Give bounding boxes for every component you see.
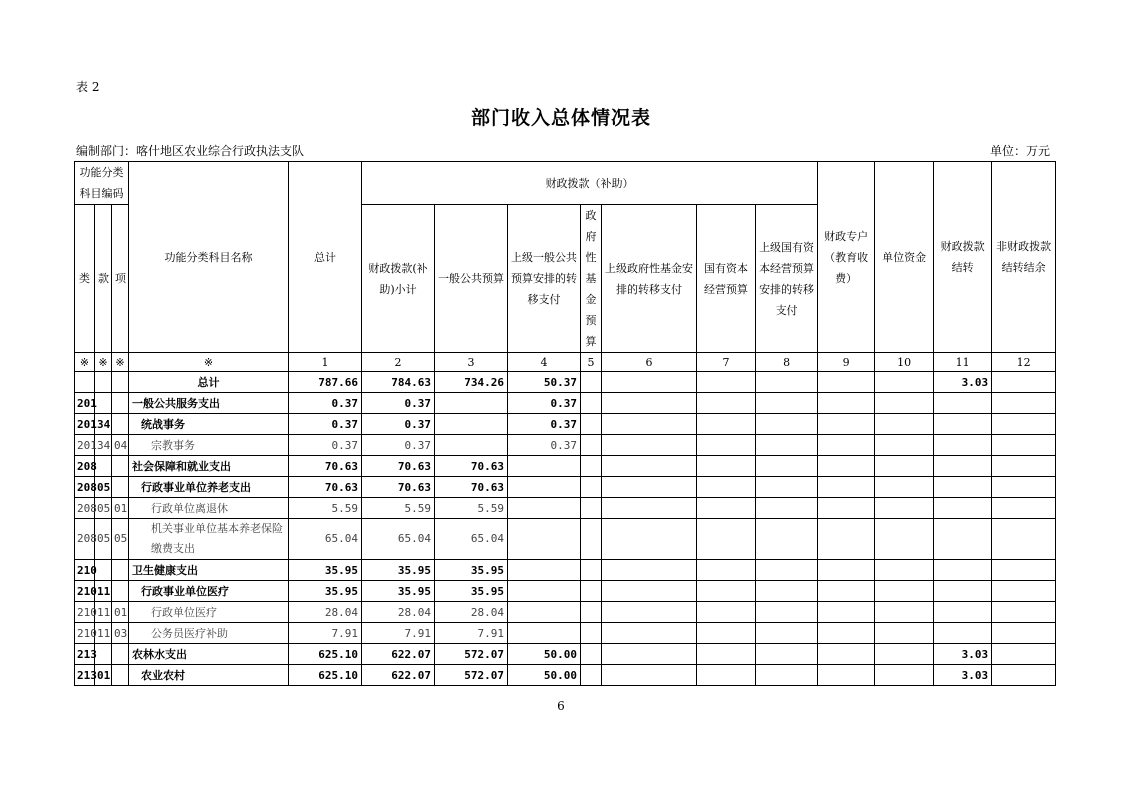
table-label: 表 2 bbox=[76, 80, 100, 94]
fiscal-subtotal-cell: 5.59 bbox=[362, 498, 435, 519]
carryover-cell: 3.03 bbox=[934, 372, 992, 393]
general-budget-cell: 572.07 bbox=[435, 644, 508, 665]
lei-cell: 210 bbox=[75, 581, 95, 602]
total-cell: 7.91 bbox=[289, 623, 362, 644]
subject-name-cell: 卫生健康支出 bbox=[129, 560, 289, 581]
subject-name-cell: 统战事务 bbox=[129, 414, 289, 435]
table-row bbox=[75, 498, 1056, 519]
subject-name-cell: 行政单位医疗 bbox=[129, 602, 289, 623]
table-row bbox=[75, 665, 1056, 686]
lei-cell bbox=[75, 372, 95, 393]
subject-name-cell: 社会保障和就业支出 bbox=[129, 456, 289, 477]
kuan-cell bbox=[95, 560, 112, 581]
carryover-cell bbox=[934, 581, 992, 602]
upper-fund-transfer-cell bbox=[602, 414, 697, 435]
kuan-cell: 05 bbox=[95, 498, 112, 519]
gov-fund-cell bbox=[581, 372, 602, 393]
general-budget-cell: 7.91 bbox=[435, 623, 508, 644]
kuan-cell bbox=[95, 393, 112, 414]
department-label: 编制部门：喀什地区农业综合行政执法支队 bbox=[76, 144, 305, 158]
header-row-1 bbox=[75, 162, 1056, 205]
upper-transfer-cell bbox=[508, 623, 581, 644]
gov-fund-cell bbox=[581, 519, 602, 560]
state-capital-cell bbox=[697, 435, 756, 456]
upper-transfer-cell: 0.37 bbox=[508, 393, 581, 414]
state-capital-cell bbox=[697, 498, 756, 519]
state-capital-cell bbox=[697, 623, 756, 644]
carryover-cell: 3.03 bbox=[934, 644, 992, 665]
col3-header: 一般公共预算 bbox=[435, 205, 508, 353]
edu-fee-cell bbox=[818, 644, 875, 665]
kuan-cell: 01 bbox=[95, 665, 112, 686]
subject-name-cell: 农林水支出 bbox=[129, 644, 289, 665]
total-header: 总计 bbox=[289, 162, 362, 353]
general-budget-cell bbox=[435, 393, 508, 414]
edu-fee-cell bbox=[818, 393, 875, 414]
gov-fund-cell bbox=[581, 560, 602, 581]
index-cell: 5 bbox=[581, 353, 602, 372]
carryover-cell bbox=[934, 560, 992, 581]
income-table bbox=[74, 161, 1056, 686]
upper-capital-transfer-cell bbox=[756, 665, 818, 686]
upper-transfer-cell bbox=[508, 560, 581, 581]
total-cell: 70.63 bbox=[289, 477, 362, 498]
page-number: 6 bbox=[557, 699, 565, 713]
upper-fund-transfer-cell bbox=[602, 477, 697, 498]
unit-fund-cell bbox=[875, 623, 934, 644]
unit-fund-cell bbox=[875, 372, 934, 393]
general-budget-cell bbox=[435, 435, 508, 456]
upper-transfer-cell bbox=[508, 602, 581, 623]
unit-label: 单位：万元 bbox=[989, 144, 1050, 158]
upper-capital-transfer-cell bbox=[756, 393, 818, 414]
state-capital-cell bbox=[697, 581, 756, 602]
index-cell: 12 bbox=[992, 353, 1056, 372]
non-fiscal-carryover-cell bbox=[992, 519, 1056, 560]
col4-header: 上级一般公共预算安排的转移支付 bbox=[508, 205, 581, 353]
fiscal-subtotal-cell: 0.37 bbox=[362, 393, 435, 414]
xiang-cell: 01 bbox=[112, 602, 129, 623]
subject-name-cell: 总计 bbox=[129, 372, 289, 393]
upper-transfer-cell bbox=[508, 581, 581, 602]
upper-fund-transfer-cell bbox=[602, 644, 697, 665]
index-cell: 6 bbox=[602, 353, 697, 372]
kuan-cell: 05 bbox=[95, 519, 112, 560]
general-budget-cell: 70.63 bbox=[435, 477, 508, 498]
subject-name-cell: 宗教事务 bbox=[129, 435, 289, 456]
unit-fund-cell bbox=[875, 519, 934, 560]
index-cell: 8 bbox=[756, 353, 818, 372]
unit-fund-cell bbox=[875, 581, 934, 602]
xiang-cell: 04 bbox=[112, 435, 129, 456]
subject-name-cell: 农业农村 bbox=[129, 665, 289, 686]
index-cell: ※ bbox=[112, 353, 129, 372]
unit-fund-cell bbox=[875, 456, 934, 477]
unit-fund-cell bbox=[875, 477, 934, 498]
table-row bbox=[75, 581, 1056, 602]
fiscal-subtotal-cell: 0.37 bbox=[362, 435, 435, 456]
upper-fund-transfer-cell bbox=[602, 581, 697, 602]
non-fiscal-carryover-cell bbox=[992, 414, 1056, 435]
non-fiscal-carryover-cell bbox=[992, 498, 1056, 519]
upper-transfer-cell bbox=[508, 456, 581, 477]
total-cell: 0.37 bbox=[289, 435, 362, 456]
gov-fund-cell bbox=[581, 393, 602, 414]
kuan-cell: 34 bbox=[95, 435, 112, 456]
subject-name-cell: 行政事业单位养老支出 bbox=[129, 477, 289, 498]
state-capital-cell bbox=[697, 372, 756, 393]
kuan-cell: 05 bbox=[95, 477, 112, 498]
table-row bbox=[75, 519, 1056, 560]
index-cell: 7 bbox=[697, 353, 756, 372]
unit-fund-cell bbox=[875, 665, 934, 686]
table-row bbox=[75, 372, 1056, 393]
unit-fund-cell bbox=[875, 644, 934, 665]
unit-fund-cell bbox=[875, 602, 934, 623]
col9-header: 财政专户（教育收费） bbox=[818, 162, 875, 353]
total-cell: 625.10 bbox=[289, 665, 362, 686]
index-cell: 3 bbox=[435, 353, 508, 372]
kuan-cell: 11 bbox=[95, 602, 112, 623]
upper-fund-transfer-cell bbox=[602, 372, 697, 393]
fiscal-subtotal-cell: 622.07 bbox=[362, 665, 435, 686]
gov-fund-cell bbox=[581, 665, 602, 686]
upper-capital-transfer-cell bbox=[756, 414, 818, 435]
lei-cell: 208 bbox=[75, 456, 95, 477]
table-row bbox=[75, 602, 1056, 623]
edu-fee-cell bbox=[818, 498, 875, 519]
non-fiscal-carryover-cell bbox=[992, 456, 1056, 477]
fiscal-subtotal-cell: 70.63 bbox=[362, 456, 435, 477]
upper-capital-transfer-cell bbox=[756, 498, 818, 519]
kuan-cell bbox=[95, 644, 112, 665]
index-row bbox=[75, 353, 1056, 372]
edu-fee-cell bbox=[818, 435, 875, 456]
xiang-cell bbox=[112, 372, 129, 393]
general-budget-cell: 65.04 bbox=[435, 519, 508, 560]
carryover-cell bbox=[934, 456, 992, 477]
table-row bbox=[75, 456, 1056, 477]
total-cell: 35.95 bbox=[289, 560, 362, 581]
upper-fund-transfer-cell bbox=[602, 665, 697, 686]
lei-cell: 201 bbox=[75, 393, 95, 414]
carryover-cell bbox=[934, 519, 992, 560]
xiang-cell: 01 bbox=[112, 498, 129, 519]
upper-capital-transfer-cell bbox=[756, 435, 818, 456]
total-cell: 35.95 bbox=[289, 581, 362, 602]
gov-fund-cell bbox=[581, 644, 602, 665]
total-cell: 65.04 bbox=[289, 519, 362, 560]
non-fiscal-carryover-cell bbox=[992, 644, 1056, 665]
total-cell: 0.37 bbox=[289, 393, 362, 414]
table-row bbox=[75, 560, 1056, 581]
upper-fund-transfer-cell bbox=[602, 560, 697, 581]
subject-name-cell: 行政单位离退休 bbox=[129, 498, 289, 519]
col11-header: 财政拨款结转 bbox=[934, 162, 992, 353]
kuan-cell bbox=[95, 372, 112, 393]
index-cell: 1 bbox=[289, 353, 362, 372]
upper-capital-transfer-cell bbox=[756, 477, 818, 498]
upper-transfer-cell: 50.00 bbox=[508, 665, 581, 686]
lei-cell: 210 bbox=[75, 602, 95, 623]
col5-header: 政府性基金预算 bbox=[581, 205, 602, 353]
table-row bbox=[75, 477, 1056, 498]
gov-fund-cell bbox=[581, 498, 602, 519]
edu-fee-cell bbox=[818, 414, 875, 435]
upper-fund-transfer-cell bbox=[602, 602, 697, 623]
non-fiscal-carryover-cell bbox=[992, 435, 1056, 456]
upper-fund-transfer-cell bbox=[602, 519, 697, 560]
general-budget-cell: 572.07 bbox=[435, 665, 508, 686]
non-fiscal-carryover-cell bbox=[992, 560, 1056, 581]
non-fiscal-carryover-cell bbox=[992, 372, 1056, 393]
fiscal-subtotal-cell: 65.04 bbox=[362, 519, 435, 560]
unit-fund-cell bbox=[875, 498, 934, 519]
upper-fund-transfer-cell bbox=[602, 623, 697, 644]
kuan-cell: 34 bbox=[95, 414, 112, 435]
carryover-cell bbox=[934, 623, 992, 644]
carryover-cell bbox=[934, 393, 992, 414]
gov-fund-cell bbox=[581, 414, 602, 435]
state-capital-cell bbox=[697, 456, 756, 477]
xiang-cell bbox=[112, 393, 129, 414]
total-cell: 787.66 bbox=[289, 372, 362, 393]
fiscal-subtotal-cell: 0.37 bbox=[362, 414, 435, 435]
non-fiscal-carryover-cell bbox=[992, 393, 1056, 414]
non-fiscal-carryover-cell bbox=[992, 581, 1056, 602]
edu-fee-cell bbox=[818, 372, 875, 393]
lei-cell: 208 bbox=[75, 477, 95, 498]
total-cell: 625.10 bbox=[289, 644, 362, 665]
kuan-header: 款 bbox=[95, 205, 112, 353]
subject-name-cell: 一般公共服务支出 bbox=[129, 393, 289, 414]
index-cell: ※ bbox=[75, 353, 95, 372]
index-cell: 9 bbox=[818, 353, 875, 372]
unit-fund-cell bbox=[875, 393, 934, 414]
gov-fund-cell bbox=[581, 435, 602, 456]
non-fiscal-carryover-cell bbox=[992, 602, 1056, 623]
state-capital-cell bbox=[697, 414, 756, 435]
fiscal-subtotal-cell: 784.63 bbox=[362, 372, 435, 393]
lei-header: 类 bbox=[75, 205, 95, 353]
col12-header: 非财政拨款结转结余 bbox=[992, 162, 1056, 353]
general-budget-cell: 734.26 bbox=[435, 372, 508, 393]
upper-capital-transfer-cell bbox=[756, 519, 818, 560]
col7-header: 国有资本经营预算 bbox=[697, 205, 756, 353]
col6-header: 上级政府性基金安排的转移支付 bbox=[602, 205, 697, 353]
state-capital-cell bbox=[697, 602, 756, 623]
index-cell: 11 bbox=[934, 353, 992, 372]
edu-fee-cell bbox=[818, 519, 875, 560]
upper-fund-transfer-cell bbox=[602, 435, 697, 456]
kuan-cell: 11 bbox=[95, 581, 112, 602]
subject-name-cell: 机关事业单位基本养老保险缴费支出 bbox=[129, 519, 289, 560]
lei-cell: 213 bbox=[75, 644, 95, 665]
lei-cell: 208 bbox=[75, 498, 95, 519]
general-budget-cell: 35.95 bbox=[435, 581, 508, 602]
gov-fund-cell bbox=[581, 581, 602, 602]
edu-fee-cell bbox=[818, 602, 875, 623]
subject-name-cell: 行政事业单位医疗 bbox=[129, 581, 289, 602]
index-cell: 4 bbox=[508, 353, 581, 372]
edu-fee-cell bbox=[818, 560, 875, 581]
fiscal-subtotal-cell: 70.63 bbox=[362, 477, 435, 498]
non-fiscal-carryover-cell bbox=[992, 623, 1056, 644]
unit-fund-cell bbox=[875, 414, 934, 435]
kuan-cell bbox=[95, 456, 112, 477]
total-cell: 0.37 bbox=[289, 414, 362, 435]
upper-transfer-cell bbox=[508, 498, 581, 519]
upper-transfer-cell bbox=[508, 477, 581, 498]
fiscal-subtotal-cell: 35.95 bbox=[362, 581, 435, 602]
fiscal-subtotal-cell: 622.07 bbox=[362, 644, 435, 665]
upper-transfer-cell bbox=[508, 519, 581, 560]
gov-fund-cell bbox=[581, 602, 602, 623]
edu-fee-cell bbox=[818, 477, 875, 498]
upper-capital-transfer-cell bbox=[756, 644, 818, 665]
unit-fund-cell bbox=[875, 435, 934, 456]
table-row bbox=[75, 414, 1056, 435]
table-row bbox=[75, 393, 1056, 414]
col10-header: 单位资金 bbox=[875, 162, 934, 353]
gov-fund-cell bbox=[581, 477, 602, 498]
non-fiscal-carryover-cell bbox=[992, 477, 1056, 498]
upper-fund-transfer-cell bbox=[602, 498, 697, 519]
lei-cell: 201 bbox=[75, 435, 95, 456]
edu-fee-cell bbox=[818, 456, 875, 477]
lei-cell: 210 bbox=[75, 623, 95, 644]
upper-transfer-cell: 50.37 bbox=[508, 372, 581, 393]
xiang-cell bbox=[112, 581, 129, 602]
index-cell: ※ bbox=[129, 353, 289, 372]
edu-fee-cell bbox=[818, 623, 875, 644]
col2-header: 财政拨款(补助)小计 bbox=[362, 205, 435, 353]
index-cell: 10 bbox=[875, 353, 934, 372]
upper-transfer-cell: 50.00 bbox=[508, 644, 581, 665]
carryover-cell: 3.03 bbox=[934, 665, 992, 686]
edu-fee-cell bbox=[818, 665, 875, 686]
state-capital-cell bbox=[697, 477, 756, 498]
state-capital-cell bbox=[697, 560, 756, 581]
page-title: 部门收入总体情况表 bbox=[470, 107, 651, 129]
xiang-cell bbox=[112, 414, 129, 435]
index-cell: ※ bbox=[95, 353, 112, 372]
lei-cell: 210 bbox=[75, 560, 95, 581]
upper-capital-transfer-cell bbox=[756, 456, 818, 477]
edu-fee-cell bbox=[818, 581, 875, 602]
kuan-cell: 11 bbox=[95, 623, 112, 644]
lei-cell: 208 bbox=[75, 519, 95, 560]
state-capital-cell bbox=[697, 644, 756, 665]
name-header: 功能分类科目名称 bbox=[129, 162, 289, 353]
carryover-cell bbox=[934, 477, 992, 498]
carryover-cell bbox=[934, 498, 992, 519]
xiang-cell bbox=[112, 644, 129, 665]
state-capital-cell bbox=[697, 393, 756, 414]
unit-fund-cell bbox=[875, 560, 934, 581]
state-capital-cell bbox=[697, 519, 756, 560]
upper-capital-transfer-cell bbox=[756, 602, 818, 623]
lei-cell: 201 bbox=[75, 414, 95, 435]
upper-fund-transfer-cell bbox=[602, 393, 697, 414]
gov-fund-cell bbox=[581, 456, 602, 477]
fiscal-group-header: 财政拨款（补助） bbox=[362, 162, 818, 205]
carryover-cell bbox=[934, 435, 992, 456]
xiang-cell bbox=[112, 560, 129, 581]
total-cell: 5.59 bbox=[289, 498, 362, 519]
upper-fund-transfer-cell bbox=[602, 456, 697, 477]
upper-transfer-cell: 0.37 bbox=[508, 414, 581, 435]
col8-header: 上级国有资本经营预算安排的转移支付 bbox=[756, 205, 818, 353]
subject-name-cell: 公务员医疗补助 bbox=[129, 623, 289, 644]
xiang-cell bbox=[112, 477, 129, 498]
total-cell: 28.04 bbox=[289, 602, 362, 623]
lei-cell: 213 bbox=[75, 665, 95, 686]
carryover-cell bbox=[934, 414, 992, 435]
code-group-header: 功能分类科目编码 bbox=[75, 162, 129, 205]
xiang-cell: 05 bbox=[112, 519, 129, 560]
upper-capital-transfer-cell bbox=[756, 372, 818, 393]
total-cell: 70.63 bbox=[289, 456, 362, 477]
fiscal-subtotal-cell: 35.95 bbox=[362, 560, 435, 581]
table-row bbox=[75, 435, 1056, 456]
upper-capital-transfer-cell bbox=[756, 581, 818, 602]
upper-capital-transfer-cell bbox=[756, 623, 818, 644]
upper-capital-transfer-cell bbox=[756, 560, 818, 581]
upper-transfer-cell: 0.37 bbox=[508, 435, 581, 456]
xiang-header: 项 bbox=[112, 205, 129, 353]
general-budget-cell: 5.59 bbox=[435, 498, 508, 519]
general-budget-cell: 70.63 bbox=[435, 456, 508, 477]
general-budget-cell: 28.04 bbox=[435, 602, 508, 623]
table-row bbox=[75, 644, 1056, 665]
xiang-cell: 03 bbox=[112, 623, 129, 644]
fiscal-subtotal-cell: 7.91 bbox=[362, 623, 435, 644]
xiang-cell bbox=[112, 665, 129, 686]
fiscal-subtotal-cell: 28.04 bbox=[362, 602, 435, 623]
non-fiscal-carryover-cell bbox=[992, 665, 1056, 686]
index-cell: 2 bbox=[362, 353, 435, 372]
general-budget-cell bbox=[435, 414, 508, 435]
table-row bbox=[75, 623, 1056, 644]
xiang-cell bbox=[112, 456, 129, 477]
general-budget-cell: 35.95 bbox=[435, 560, 508, 581]
carryover-cell bbox=[934, 602, 992, 623]
state-capital-cell bbox=[697, 665, 756, 686]
gov-fund-cell bbox=[581, 623, 602, 644]
